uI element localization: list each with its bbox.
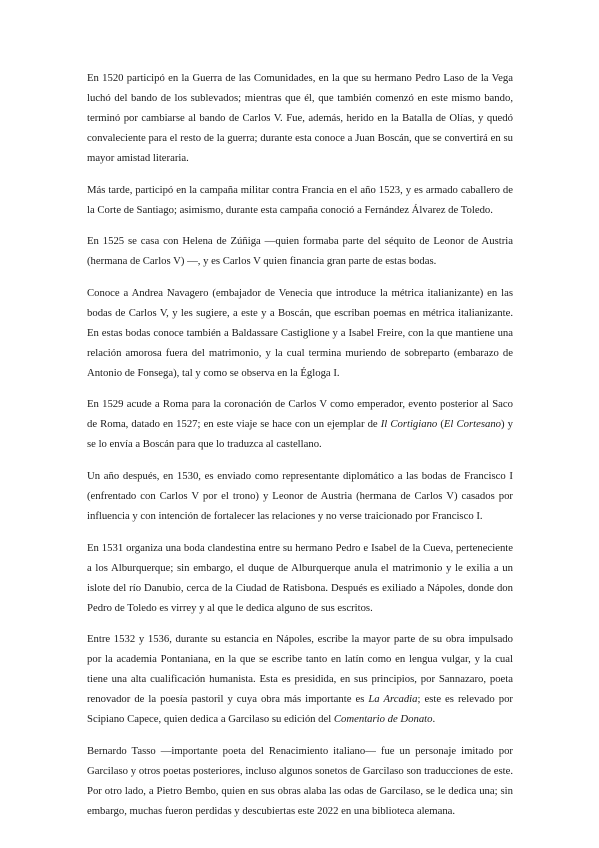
paragraph (87, 538, 513, 618)
paragraph (87, 68, 513, 168)
paragraph-text: En 1525 se casa con Helena de Zúñiga —quien formaba parte del séquito de Leonor de Austria (hermana de Carlos V) —, y es Carlos V quien financia gran parte de estas bodas. (87, 235, 513, 268)
paragraph (87, 466, 513, 526)
paragraph-text: En 1531 organiza una boda clandestina entre su hermano Pedro e Isabel de la Cueva, perteneciente a los Alburquerque; sin embargo, el duque de Alburquerque anula el matrimonio y le exilia a un islote del río Danubio, cerca de la Ciudad de Ratisbona. Después es exiliado a Nápoles, donde don Pedro de Toledo es virrey y al que le dedica alguno de sus escritos. (87, 541, 513, 614)
italic-title: Il Cortigiano (380, 418, 438, 431)
paragraph-text: En 1529 acude a Roma para la coronación de Carlos V como emperador, evento posterior al Saco de Roma, datado en 1527; en este viaje se hace con un ejemplar de (87, 398, 513, 431)
paragraph-text: ( (437, 418, 444, 431)
paragraph (87, 180, 513, 220)
paragraph-text: Bernardo Tasso —importante poeta del Renacimiento italiano— fue un personaje imitado por Garcilaso y otros poetas posteriores, incluso algunos sonetos de Garcilaso son traducciones de este. Por otro lado, a Pietro Bembo, quien en sus obras alaba las odas de Garcilaso, se le dedica una; sin embargo, muchas fueron perdidas y descubiertas este 2022 en una biblioteca alemana. (87, 744, 513, 817)
paragraph (87, 283, 513, 383)
paragraph (87, 231, 513, 271)
paragraph-text: . (432, 713, 436, 726)
italic-title: El Cortesano (443, 418, 502, 431)
paragraph-text: ) y se lo envía a Boscán para que lo traduzca al castellano. (87, 418, 513, 451)
paragraph-text: Conoce a Andrea Navagero (embajador de Venecia que introduce la métrica italianizante) en las bodas de Carlos V, y les sugiere, a este y a Boscán, que escriban poemas en métrica italianizante. En estas bodas conoce también a Baldassare Castiglione y a Isabel Freire, con la que mantiene una relación amorosa fuera del matrimonio, y la cual termina muriendo de sobreparto (embarazo de Antonio de Fonsega), tal y como se observa en la Égloga I. (87, 286, 513, 379)
paragraph (87, 629, 513, 729)
italic-title: La Arcadia (368, 693, 418, 706)
italic-title: Comentario de Donato (333, 713, 433, 726)
paragraph-text: Un año después, en 1530, es enviado como representante diplomático a las bodas de Francisco I (enfrentado con Carlos V por el trono) y Leonor de Austria (hermana de Carlos V) casados por influencia y con intención de fortalecer las relaciones y no verse traicionado por Francisco I. (87, 469, 513, 522)
paragraph-text: En 1520 participó en la Guerra de las Comunidades, en la que su hermano Pedro Laso de la Vega luchó del bando de los sublevados; mientras que él, que también comenzó en este mismo bando, terminó por cambiarse al bando de Carlos V. Fue, además, herido en la Batalla de Olías, y quedó convaleciente para el resto de la guerra; durante esta conoce a Juan Boscán, que se convertirá en su mayor amistad literaria. (87, 72, 513, 164)
paragraph-text: ; este es relevado por Scipiano Capece, quien dedica a Garcilaso su edición del (87, 693, 513, 726)
paragraph-text: Más tarde, participó en la campaña militar contra Francia en el año 1523, y es armado caballero de la Corte de Santiago; asimismo, durante esta campaña conoció a Fernández Álvarez de Toledo. (87, 183, 513, 216)
paragraph (87, 394, 513, 454)
document-body (87, 68, 513, 832)
paragraph (87, 741, 513, 821)
paragraph-text: Entre 1532 y 1536, durante su estancia en Nápoles, escribe la mayor parte de su obra impulsado por la academia Pontaniana, en la que se escribe tanto en latín como en lengua vulgar, y la cual tiene una alta cualificación humanista. Esta es presidida, en sus principios, por Sannazaro, poeta renovador de la poesía pastoril y cuya obra más importante es (87, 633, 513, 706)
